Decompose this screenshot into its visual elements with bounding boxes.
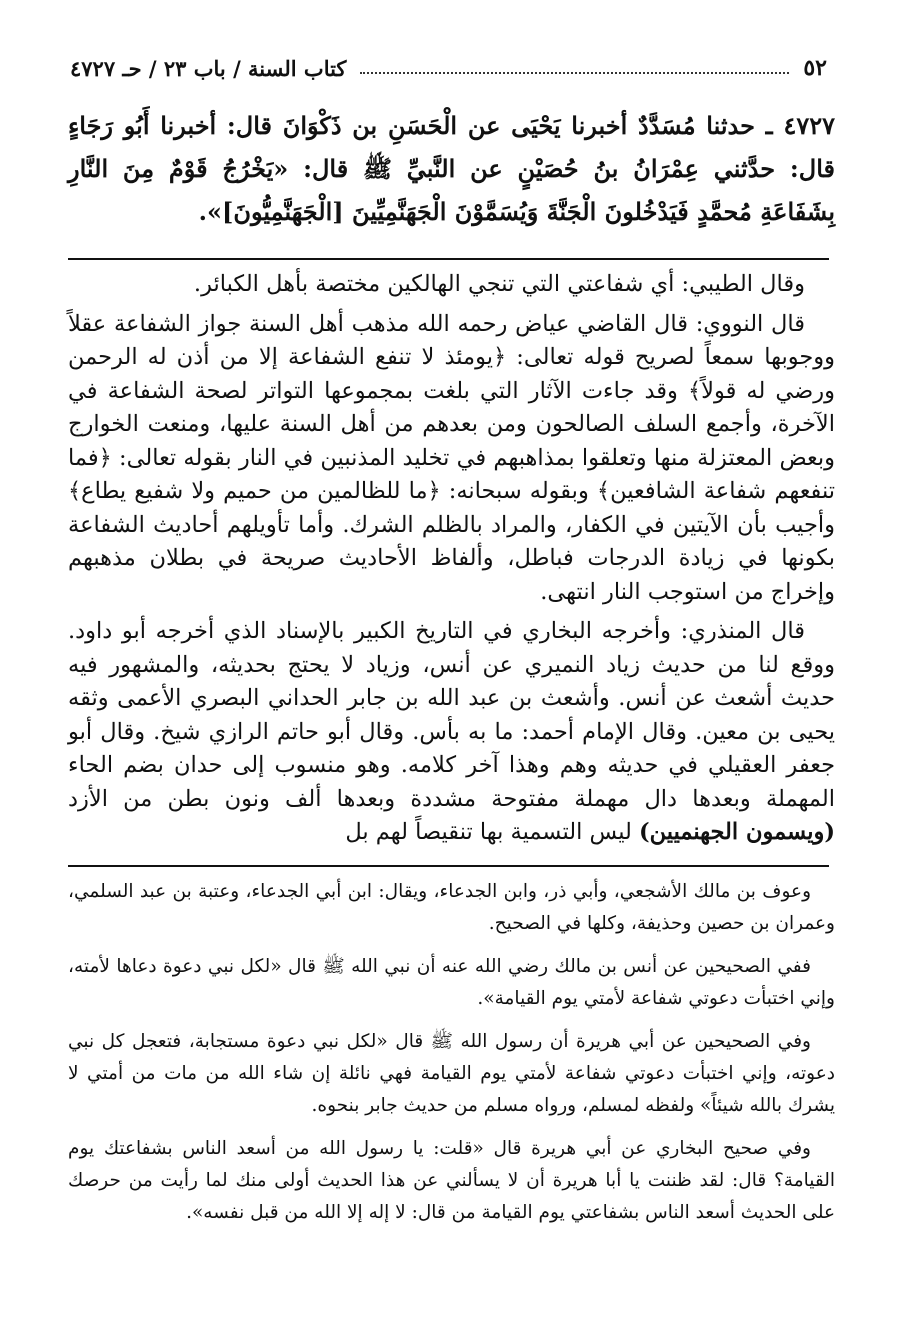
section-divider-bottom xyxy=(68,865,829,867)
footnote-paragraph: وفي الصحيحين عن أبي هريرة أن رسول الله ﷺ قال «لكل نبي دعوة مستجابة، فتعجل كل نبي دعوته، وإني اختبأت دعوتي شفاعة لأمتي يوم القيامة فهي نائلة إن شاء الله من مات من أمتي لا يشرك بالله شيئاً» ولفظه لمسلم، ورواه مسلم من حديث جابر بنحوه. xyxy=(68,1031,835,1116)
footnote-paragraph: وفي صحيح البخاري عن أبي هريرة قال «قلت: يا رسول الله من أسعد الناس بشفاعتك يوم القيامة؟ قال: لقد ظننت يا أبا هريرة أن لا يسألني عن هذا الحديث أولى منك لما رأيت من حرصك على الحديث أسعد الناس بشفاعتي يوم القيامة من قال: لا إله إلا الله من قبل نفسه». xyxy=(68,1138,835,1223)
footnote-paragraph: ففي الصحيحين عن أنس بن مالك رضي الله عنه أن نبي الله ﷺ قال «لكل نبي دعوة دعاها لأمته، وإني اختبأت دعوتي شفاعة لأمتي يوم القيامة». xyxy=(68,956,835,1009)
page-header xyxy=(70,48,827,88)
commentary xyxy=(68,268,835,856)
hadith-text xyxy=(68,104,835,233)
hadith-body: ـ حدثنا مُسَدَّدٌ أخبرنا يَحْيَى عن الْحَسَنِ بن ذَكْوَانَ قال: أخبرنا أَبُو رَجَاءٍ قال: حدَّثني عِمْرَانُ بنُ حُصَيْنٍ عن النَّبيِّ ﷺ قال: «يَخْرُجُ قَوْمٌ مِنَ النَّارِ بِشَفَاعَةِ مُحمَّدٍ فَيَدْخُلونَ الْجَنَّةَ وَيُسَمَّوْنَ الْجَهَنَّمِيِّينَ [الْجَهَنَّمِيُّونَ]». xyxy=(68,111,835,226)
commentary-paragraph: قال النووي: قال القاضي عياض رحمه الله مذهب أهل السنة جواز الشفاعة عقلاً ووجوبها سمعاً لصريح قوله تعالى: ﴿يومئذ لا تنفع الشفاعة إلا من أذن له الرحمن ورضي له قولاً﴾ وقد جاءت الآثار التي بلغت بمجموعها التواتر لصحة الشفاعة في الآخرة، وأجمع السلف الصالحون ومن بعدهم من أهل السنة عليها، ومنعت الخوارج وبعض المعتزلة منها وتعلقوا بمذاهبهم في تخليد المذنبين في النار بقوله تعالى: ﴿فما تنفعهم شفاعة الشافعين﴾ وبقوله سبحانه: ﴿ما للظالمين من حميم ولا شفيع يطاع﴾ وأجيب بأن الآيتين في الكفار، والمراد بالظلم الشرك. وأما تأويلهم أحاديث الشفاعة بكونها في زيادة الدرجات فباطل، وألفاظ الأحاديث صريحة في بطلان مذهبهم وإخراج من استوجب النار انتهى. xyxy=(68,310,835,605)
commentary-paragraph xyxy=(68,615,835,850)
section-divider-top xyxy=(68,258,829,260)
footnote-paragraph: وعوف بن مالك الأشجعي، وأبي ذر، وابن الجدعاء، ويقال: ابن أبي الجدعاء، وعتبة بن عبد السلمي، وعمران بن حصين وحذيفة، وكلها في الصحيح. xyxy=(68,881,835,934)
running-title: كتاب السنة / باب ٢٣ / حـ ٤٧٢٧ xyxy=(70,55,347,81)
commentary-text: قال المنذري: وأخرجه البخاري في التاريخ الكبير بالإسناد الذي أخرجه أبو داود. ووقع لنا من حديث زياد النميري عن أنس، وزياد لا يحتج بحديثه، والمشهور فيه حديث أشعث عن أنس. وأشعث بن عبد الله بن جابر الحداني البصري الأعمى وثقه يحيى بن معين. وقال الإمام أحمد: ما به بأس. وقال أبو حاتم الرازي شيخ. وقال أبو جعفر العقيلي في حديثه وهم وهذا آخر كلامه. وهو منسوب إلى حدان بضم الحاء المهملة وبعدها دال مهملة مفتوحة مشددة وبعدها ألف ونون بطن من الأزد xyxy=(68,618,835,812)
header-dotted-leader xyxy=(360,71,789,74)
footnotes xyxy=(68,876,835,1240)
page-number: ٥٢ xyxy=(803,55,827,81)
commentary-paragraph: وقال الطيبي: أي شفاعتي التي تنجي الهالكين مختصة بأهل الكبائر. xyxy=(193,271,805,297)
commentary-text: ليس التسمية بها تنقيصاً لهم بل xyxy=(345,819,639,845)
hadith-number: ٤٧٢٧ xyxy=(783,111,835,140)
commentary-lemma: (ويسمون الجهنميين) xyxy=(639,819,835,845)
